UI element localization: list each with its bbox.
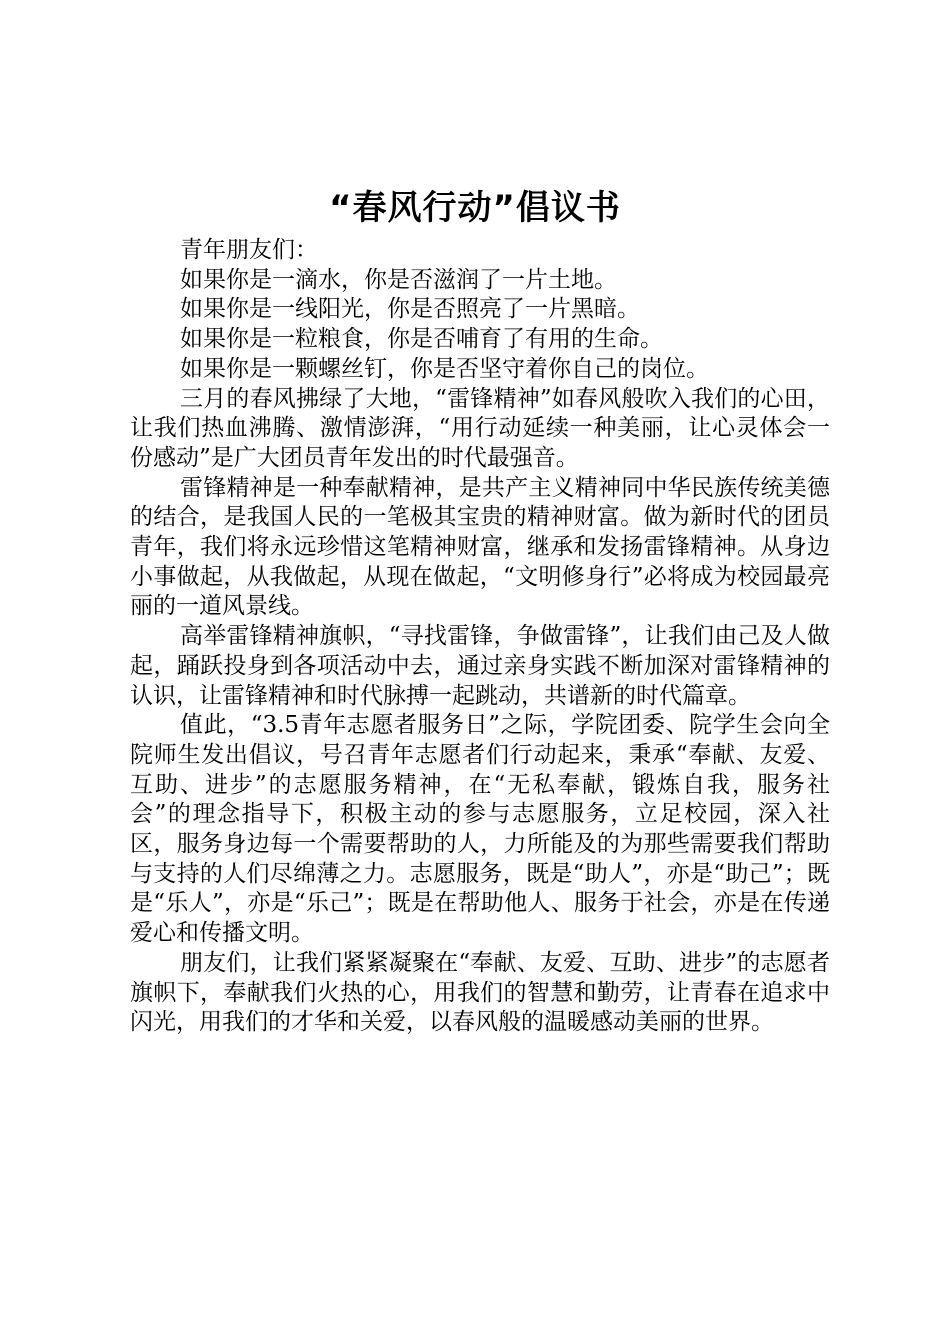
paragraph: 如果你是一粒粮食，你是否哺育了有用的生命。 [180, 326, 663, 353]
document-body [130, 236, 830, 1038]
paragraph: 如果你是一滴水，你是否滋润了一片土地。 [180, 266, 617, 293]
paragraph: 高举雷锋精神旗帜，“寻找雷锋，争做雷锋”，让我们由己及人做起，踊跃投身到各项活动中去，通过亲身实践不断加深对雷锋精神的认识，让雷锋精神和时代脉搏一起跳动，共谱新的时代篇章。 [130, 623, 830, 709]
document-title: “春风行动”倡议书 [329, 188, 621, 228]
paragraph: 值此，“3.5青年志愿者服务日”之际，学院团委、院学生会向全院师生发出倡议，号召青年志愿者们行动起来，秉承“奉献、友爱、互助、进步”的志愿服务精神，在“无私奉献，锻炼自我，服务社会”的理念指导下，积极主动的参与志愿服务，立足校园，深入社区，服务身边每一个需要帮助的人，力所能及的为那些需要我们帮助与支持的人们尽绵薄之力。志愿服务，既是“助人”，亦是“助己”；既是“乐人”，亦是“乐己”；既是在帮助他人、服务于社会，亦是在传递爱心和传播文明。 [130, 712, 830, 947]
paragraph: 如果你是一颗螺丝钉，你是否坚守着你自己的岗位。 [180, 355, 709, 382]
paragraph: 如果你是一线阳光，你是否照亮了一片黑暗。 [180, 296, 640, 323]
paragraph: 雷锋精神是一种奉献精神，是共产主义精神同中华民族传统美德的结合，是我国人民的一笔极其宝贵的精神财富。做为新时代的团员青年，我们将永远珍惜这笔精神财富，继承和发扬雷锋精神。从身边小事做起，从我做起，从现在做起，“文明修身行”必将成为校园最亮丽的一道风景线。 [130, 474, 830, 620]
paragraph: 三月的春风拂绿了大地，“雷锋精神”如春风般吹入我们的心田，让我们热血沸腾、激情澎湃，“用行动延续一种美丽，让心灵体会一份感动”是广大团员青年发出的时代最强音。 [130, 385, 830, 471]
salutation: 青年朋友们： [180, 237, 318, 263]
paragraph: 朋友们，让我们紧紧凝聚在“奉献、友爱、互助、进步”的志愿者旗帜下，奉献我们火热的心，用我们的智慧和勤劳，让青春在追求中闪光，用我们的才华和关爱，以春风般的温暖感动美丽的世界。 [130, 949, 830, 1036]
